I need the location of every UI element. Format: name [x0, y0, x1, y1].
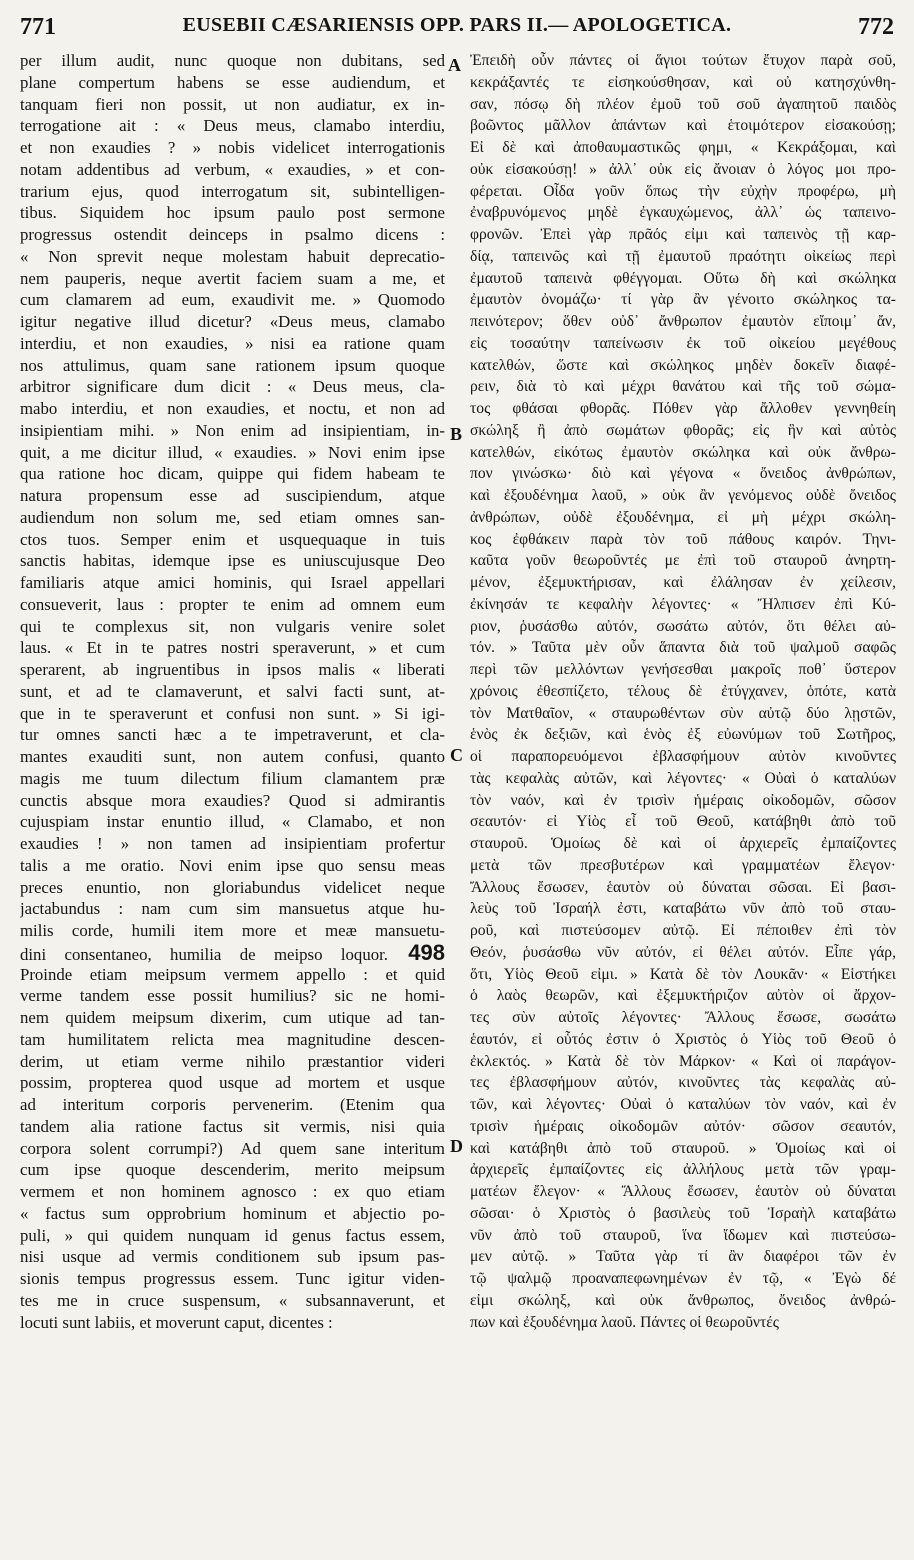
greek-text-line: Εἰ δὲ καὶ ἀποθαυμαστικῶς φημι, « Κεκράξομαι, καὶ — [470, 139, 896, 156]
latin-text-line: ctos tuos. Semper enim et usquequaque in tuis — [20, 529, 445, 549]
greek-text-line: ματέων ἔλεγον· « Ἄλλους ἔσωσεν, ἑαυτὸν οὐ δύναται — [470, 1183, 896, 1200]
greek-text-line: πεινότερον; ὅθεν οὐδ᾽ ἄνθρωπον ἐμαυτὸν εἴποιμ᾽ ἄν, — [470, 313, 896, 330]
latin-text-line: cunctis absque mora exaudies? Quod si admirantis — [20, 790, 445, 810]
greek-text-line: τρισὶν ἡμέραις οἰκοδομῶν αὐτόν· σῶσον σεαυτόν, — [470, 1117, 896, 1135]
greek-text-line: τὰς κεφαλὰς αὐτῶν, καὶ λέγοντες· « Οὐαὶ ὁ καταλύων — [470, 769, 896, 787]
latin-text-line: ad interitum corporis pervenerim. (Etenim qua — [20, 1095, 445, 1114]
latin-text-line: tes me in cruce suspensum, « subsannaverunt, et — [20, 1290, 445, 1310]
greek-text-line: ἀρχιερεῖς ἐμπαίζοντες εἰς ἀλλήλους μετὰ τῶν γραμ- — [470, 1161, 896, 1179]
greek-text-line: καῦτα γοῦν θεωροῦντές με ἐπὶ τοῦ σταυροῦ ἀνηρτη- — [470, 552, 896, 570]
latin-text-line: derim, ut etiam verme nihilo præstantior videri — [20, 1051, 445, 1071]
greek-text-line: ἐναβρυνόμενος μηδὲ ἐγκαυχώμενος, ἀλλ᾽ ὡς ταπεινο- — [470, 204, 896, 222]
latin-text-line: locuti sunt labiis, et moverunt caput, dicentes : — [20, 1312, 333, 1332]
latin-text-line: cum ipse quoque descenderim, merito meipsum — [20, 1160, 445, 1180]
greek-text-line: μεν αὐτῷ. » Ταῦτα γὰρ τί ἂν διαφέροι τῶν ἐν — [470, 1248, 896, 1266]
greek-text-line: εἰμι σκώληξ, καὶ οὐκ ἄνθρωπος, ὄνειδος ἀνθρώ- — [470, 1291, 896, 1309]
latin-text-line: tanquam fieri non possit, ut non audiatur, ex in- — [20, 94, 445, 114]
latin-text-line: terrogatione ait : « Deus meus, clamabo interdiu, — [20, 116, 445, 136]
greek-text-line: νῦν ἀπὸ τοῦ σταυροῦ, ἵνα ἴδωμεν καὶ πιστεύσω- — [470, 1226, 896, 1244]
greek-text-line: εἰς τοσαύτην ταπείνωσιν ἐκ τοῦ οἰκείου μεγέθους — [470, 334, 896, 352]
greek-text-line: ροῦ, καὶ πιστεύσομεν αὐτῷ. Εἰ πέποιθεν ἐπὶ τὸν — [470, 922, 896, 939]
latin-text-line: audiendum non solum me, sed etiam omnes san- — [20, 507, 445, 527]
latin-text-line: qui te complexus sit, non vulgaris venire solet — [20, 616, 445, 636]
latin-text-line: mabo interdiu, et non exaudies, et noctu, et non ad — [20, 399, 445, 418]
latin-text-line: nem pauperis, neque avertit faciem suam a me, et — [20, 268, 445, 288]
latin-text-line: jactabundus : nam cum sim mansuetus atque hu- — [20, 899, 445, 919]
greek-text-line: βοῶντος μᾶλλον ἁπάντων καὶ ἑτοιμότερον εἰσακούσῃ; — [470, 117, 896, 135]
greek-text-line: φρονῶν. Ἐπεὶ γὰρ πρᾶός εἰμι καὶ ταπεινὸς τῇ καρ- — [470, 226, 896, 243]
page-header — [16, 14, 898, 44]
greek-text-line: φέρεται. Οἶδα γοῦν ὅπως τὴν εὐχὴν προφέρω, μὴ — [470, 182, 896, 200]
latin-text-line: milis corde, humili item more et meæ mansuetu- — [20, 921, 445, 940]
greek-text-line: ἐκλεκτός. » Κατὰ δὲ τὸν Μάρκον· « Καὶ οἱ παράγον- — [470, 1052, 896, 1070]
greek-text-line: ἀνθρώπων, οὐδὲ ἐξουδένημα, εἰ μὴ μέχρι σκώλη- — [470, 508, 896, 526]
latin-text-line: vermem et non hominem agnosco : ex quo etiam — [20, 1182, 445, 1201]
latin-text-line: qua ratione hoc dicam, quippe qui fidem habeam te — [20, 464, 445, 484]
latin-text-line: et non exaudies ? » nobis videlicet interrogationis — [20, 138, 445, 157]
page-number-left: 771 — [20, 14, 56, 40]
latin-text-line: Proinde etiam meipsum vermem appello : et quid — [20, 964, 445, 984]
latin-text-line: trarium ejus, quod interrogatum sit, subintelligen- — [20, 181, 445, 201]
latin-text-line: insipientiam mihi. » Non enim ad insipientiam, in- — [20, 420, 445, 440]
latin-text-line: cum clamarem ad eum, exaudivit me. » Quomodo — [20, 290, 445, 310]
latin-text-line: nos attulimus, quam sane rationem ipsum quoque — [20, 355, 445, 375]
latin-text-line: magis me tuum dilectum filium clamantem præ — [20, 768, 445, 788]
greek-text-line: τὸν ναόν, καὶ ἐν τρισὶν ἡμέραις οἰκοδομῶν, σῶσον — [470, 791, 896, 809]
margin-letter-a: A — [448, 55, 461, 75]
latin-text-line: natura propensum esse ad suscipiendum, atque — [20, 486, 445, 505]
greek-text-line: πων καὶ ἐξουδένημα λαοῦ. Πάντες οἱ θεωροῦντές — [470, 1313, 779, 1331]
greek-text-line: πον γινώσκω· διὸ καὶ γέγονα « ὄνειδος ἀνθρώπων, — [470, 465, 896, 483]
margin-letter-b: B — [450, 424, 463, 444]
greek-text-line: ἐμαυτὸν ὀνομάζω· τί γὰρ ἂν γένοιτο σκώληκος τα- — [470, 291, 896, 309]
column-number-marker: 498 — [387, 941, 445, 964]
latin-text-line: plane compertum habens se esse audiendum, et — [20, 72, 445, 92]
greek-text-line: τες σὺν αὐτοῖς λέγοντες· Ἄλλους ἔσωσε, σωσάτω — [470, 1009, 896, 1026]
greek-text-line: κατελθών, εἰκότως ἐμαυτὸν σκώληκα καὶ οὐκ ἄνθρω- — [470, 443, 896, 461]
latin-text-line: consueverit, laus : propter te enim ad omnem eum — [20, 594, 445, 614]
latin-text-line: notam addentibus ad verbum, « exaudies, » et con- — [20, 159, 445, 179]
greek-text-line: ἐκίνησάν τε κεφαλὴν λέγοντες· « Ἤλπισεν ἐπὶ Κύ- — [470, 595, 896, 613]
greek-text-line: οὐκ εἰσακούσῃ! » ἀλλ᾽ οὐκ εἰς ἄνοιαν ὁ λόγος μοι προ- — [470, 160, 896, 178]
latin-text-line: arbitror significare dum dicit : « Deus meus, cla- — [20, 377, 445, 397]
greek-text-line: τῷ ψαλμῷ προαναπεφωνημένων ἐν τῷ, « Ἐγὼ δέ — [470, 1270, 896, 1287]
greek-text-line: καὶ ἐξουδένημα λαοῦ, » οὐκ ἂν γενόμενος οὐδὲ ὄνειδος — [470, 487, 896, 504]
latin-text-line: puli, » qui quidem nunquam id genus factus essem, — [20, 1225, 445, 1245]
greek-text-line: λεὺς τοῦ Ἰσραήλ ἐστι, καταβάτω νῦν ἀπὸ τοῦ σταυ- — [470, 900, 896, 918]
greek-text-line: Ἐπειδὴ οὖν πάντες οἱ ἅγιοι τούτων ἔτυχον παρὰ σοῦ, — [470, 52, 896, 69]
margin-letter-d: D — [450, 1136, 463, 1156]
latin-text-line: nem quidem meipsum dixerim, cum utique ad tan- — [20, 1008, 445, 1027]
latin-text-line: mantes exauditi sunt, non autem confusi, quanto — [20, 747, 445, 766]
latin-text-line: progressus ostendit deinceps in psalmo dicens : — [20, 225, 445, 244]
latin-text-line: talis a me oratio. Novi enim ipse quo sensu meas — [20, 855, 445, 875]
greek-text-line: οἱ παραπορευόμενοι ἐβλασφήμουν αὐτὸν κινοῦντες — [470, 748, 896, 765]
greek-text-line: ἑνὸς ἐκ δεξιῶν, καὶ ἑνὸς ἐξ εὐωνύμων τοῦ Σωτῆρος, — [470, 726, 896, 744]
greek-text-line: σταυροῦ. Ὁμοίως δὲ καὶ οἱ ἀρχιερεῖς ἐμπαίζοντες — [470, 835, 896, 852]
greek-text-line: ριον, ῥυσάσθω αὐτόν, σωσάτω αὐτόν, ὅτι θέλει αὐ- — [470, 617, 896, 635]
greek-text-line: κεκράξαντές τε εἰσηκούσθησαν, καὶ οὐ κατησχύνθη- — [470, 73, 896, 91]
latin-text-line: igitur negative illud dicetur? «Deus meus, clamabo — [20, 312, 445, 331]
greek-text-line: τὸν Ματθαῖον, « σταυρωθέντων σὺν αὐτῷ δύο λῃστῶν, — [470, 704, 896, 722]
latin-text-line: « Non sprevit neque molestam habuit deprecatio- — [20, 246, 445, 266]
latin-text-line: sunt, et ad te clamaverunt, et salvi facti sunt, at- — [20, 681, 445, 701]
latin-text-line: tam humilitatem relicta mea magnitudine descen- — [20, 1029, 445, 1049]
greek-text-line: χρόνοις ἐθεσπίζετο, τέλους δὲ ἐτύγχανεν, ὁπότε, κατὰ — [470, 682, 896, 700]
latin-text-line: tandem alia ratione factus sit vermis, nisi quia — [20, 1116, 445, 1136]
margin-letter-c: C — [450, 745, 463, 765]
latin-text-line: dini consentaneo, humilia de meipso loquor. 498 — [20, 941, 445, 964]
greek-text-line: ὅτι, Υἱὸς Θεοῦ εἰμι. » Κατὰ δὲ τὸν Λουκᾶν· « Εἱστήκει — [470, 965, 896, 983]
running-head: EUSEBII CÆSARIENSIS OPP. PARS II.— APOLOGETICA. — [182, 14, 732, 36]
latin-text-line: sperarent, ab ingruentibus in ipsos malis « liberati — [20, 660, 445, 679]
greek-text-line: Θεόν, ῥυσάσθω νῦν αὐτόν, εἰ θέλει αὐτόν. Εἶπε γάρ, — [470, 943, 896, 961]
latin-text-line: laus. « Et in te patres nostri speraverunt, » et cum — [20, 638, 445, 658]
greek-text-line: ἐμαυτοῦ ταπεινὰ φθέγγομαι. Οὕτω δὴ καὶ σκώληκα — [470, 269, 896, 287]
latin-text-line: tur omnes sancti hæc a te impetraverunt, et cla- — [20, 725, 445, 745]
greek-text-line: μένον, ἐξεμυκτήρισαν, καὶ ἐλάλησαν ἐν χείλεσιν, — [470, 574, 896, 591]
greek-text-line: ἑαυτόν, εἰ οὗτός ἐστιν ὁ Χριστὸς ὁ Υἱὸς τοῦ Θεοῦ ὁ — [470, 1030, 896, 1048]
latin-text-line: sanctis habitas, idemque ipse es uniuscujusque Deo — [20, 551, 445, 571]
greek-text-line: σῶσαι· ὁ Χριστὸς ὁ βασιλεὺς τοῦ Ἰσραὴλ καταβάτω — [470, 1204, 896, 1222]
latin-text-line: tibus. Siquidem hoc ipsum paulo post sermone — [20, 203, 445, 223]
greek-text-line: Ἄλλους ἔσωσεν, ἑαυτὸν οὐ δύναται σῶσαι. Εἰ βασι- — [470, 878, 896, 896]
latin-text-line: que in te speraverunt et confusi non sunt. » Si igi- — [20, 703, 445, 723]
latin-text-line: preces enuntio, non gloriabundus videlicet neque — [20, 877, 445, 897]
latin-text-line: corpora solent corrumpi?) Ad quem sane interitum — [20, 1138, 445, 1158]
latin-text-line: familiaris atque amici hominis, qui Israel appellari — [20, 573, 445, 592]
latin-text-line: quit, a me dicitur illud, « exaudies. » Novi enim ipse — [20, 442, 445, 462]
greek-text-line: σεαυτόν· εἰ Υἱὸς εἶ τοῦ Θεοῦ, κατάβηθι ἀπὸ τοῦ — [470, 813, 896, 831]
greek-text-line: σαν, πόσῳ δὴ πλέον ἐμοῦ τοῦ σοῦ ἀγαπητοῦ παιδὸς — [470, 95, 896, 113]
latin-column — [20, 50, 445, 1333]
latin-text-line: verme tandem esse possit humilius? sic ne homi- — [20, 986, 445, 1006]
page-number-right: 772 — [858, 14, 894, 40]
greek-text-line: τῶν, καὶ λέγοντες· Οὐαὶ ὁ καταλύων τὸν ναόν, καὶ ἐν — [470, 1096, 896, 1113]
latin-text-line: cujuspiam instar enuntio illud, « Clamabo, et non — [20, 812, 445, 832]
greek-text-line: καὶ κατάβηθι ἀπὸ τοῦ σταυροῦ. » Ὁμοίως καὶ οἱ — [470, 1139, 896, 1157]
latin-text-line: exaudies ! » non tamen ad insipientiam profertur — [20, 834, 445, 853]
latin-text-line: « factus sum opprobrium hominum et abjectio po- — [20, 1203, 445, 1223]
greek-text-line: ρειν, διὰ τὸ καὶ μέχρι θανάτου καὶ τῆς τοῦ σώμα- — [470, 378, 896, 396]
latin-text-line: nisi usque ad vermis conditionem sub ipsum pas- — [20, 1247, 445, 1267]
greek-text-line: τόν. » Ταῦτα μὲν οὖν ἅπαντα διὰ τοῦ ψαλμοῦ σαφῶς — [470, 639, 896, 657]
greek-text-line: δίᾳ, ταπεινῶς καὶ τῇ ἐμαυτοῦ πραότητι οἰκείως περὶ — [470, 247, 896, 265]
greek-column — [470, 50, 896, 1333]
greek-text-line: τος φθάσαι φθορᾶς. Πόθεν γὰρ ἄλλοθεν γεννηθείη — [470, 400, 896, 417]
greek-text-line: κατελθών, ὥστε καὶ σκώληκος μηδὲν δοκεῖν διαφέ- — [470, 356, 896, 374]
latin-text-line: interdiu, et non exaudies, » nisi ea ratione quam — [20, 333, 445, 353]
latin-text-line: possim, propterea quod usque ad mortem et usque — [20, 1073, 445, 1093]
latin-text-line: sionis tempus progressus essem. Tunc igitur viden- — [20, 1269, 445, 1288]
greek-text-line: ὁ λαὸς θεωρῶν, καὶ ἐξεμυκτήριζον αὐτὸν οἱ ἄρχον- — [470, 987, 896, 1005]
latin-text-line: per illum audit, nunc quoque non dubitans, sed — [20, 51, 445, 70]
greek-text-line: μετὰ τῶν πρεσβυτέρων καὶ γραμματέων ἔλεγον· — [470, 856, 896, 874]
greek-text-line: τες ἐβλασφήμουν αὐτόν, κινοῦντες τὰς κεφαλὰς αὐ- — [470, 1074, 896, 1092]
greek-text-line: σκώληξ ἢ ἀπὸ σωμάτων φθορᾶς; εἰς ἣν καὶ αὐτὸς — [470, 421, 896, 439]
greek-text-line: περὶ τῶν μελλόντων γενήσεσθαι μακροῖς ποθ᾽ ὕστερον — [470, 661, 896, 678]
greek-text-line: κος ἐφθάκειν παρὰ τὸν τοῦ πάθους καιρόν. Τηνι- — [470, 530, 896, 548]
